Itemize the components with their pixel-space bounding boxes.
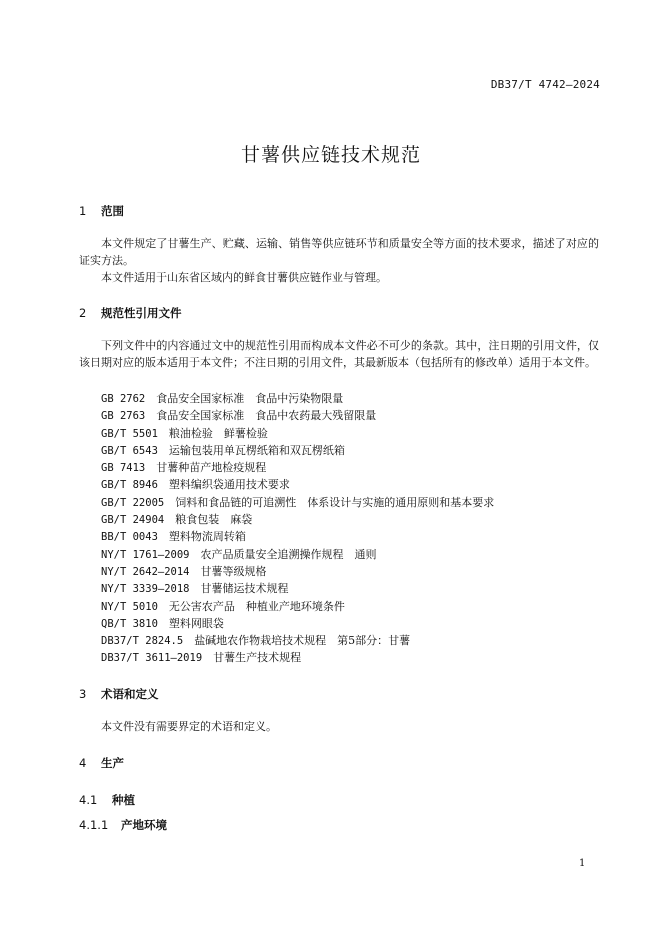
reference-code: GB 7413 (101, 462, 146, 475)
reference-list (101, 390, 494, 667)
section-heading-planting (79, 792, 135, 808)
section-title: 生产 (101, 756, 124, 770)
reference-item (101, 649, 494, 666)
reference-item (101, 407, 494, 424)
reference-item (101, 528, 494, 545)
section-title: 规范性引用文件 (101, 306, 182, 320)
reference-item (101, 546, 494, 563)
section-heading-normative-references (79, 305, 182, 321)
reference-title: 塑料编织袋通用技术要求 (168, 478, 290, 492)
reference-item (101, 425, 494, 442)
section-heading-production-environment (79, 817, 167, 833)
reference-code: GB 2762 (101, 393, 146, 405)
reference-title: 甘薯储运技术规程 (200, 582, 289, 596)
reference-item (101, 390, 494, 407)
reference-code: GB/T 24904 (101, 514, 165, 527)
reference-code: GB 2763 (101, 410, 146, 423)
reference-title: 食品安全国家标准 食品中农药最大残留限量 (156, 409, 377, 423)
paragraph-scope-1: 本文件规定了甘薯生产、贮藏、运输、销售等供应链环节和质量安全等方面的技术要求，描述了对应的证实方法。 (79, 237, 599, 267)
reference-code: GB/T 8946 (101, 479, 158, 492)
paragraph-references-intro: 下列文件中的内容通过文中的规范性引用而构成本文件必不可少的条款。其中，注日期的引用文件，仅该日期对应的版本适用于本文件；不注日期的引用文件，其最新版本（包括所有的修改单）适用于本文件。 (79, 339, 599, 369)
section-number: 2 (79, 306, 87, 320)
reference-item (101, 632, 494, 649)
section-number: 4.1 (79, 793, 98, 807)
reference-code: NY/T 5010 (101, 600, 158, 613)
section-heading-terms (79, 686, 159, 702)
reference-title: 盐碱地农作物栽培技术规程 第5部分：甘薯 (194, 634, 411, 648)
reference-title: 塑料物流周转箱 (168, 530, 246, 544)
reference-code: GB/T 6543 (101, 444, 158, 457)
reference-title: 粮食包装 麻袋 (175, 513, 253, 527)
section-heading-scope (79, 203, 124, 219)
paragraph-terms: 本文件没有需要界定的术语和定义。 (101, 720, 277, 733)
section-title: 种植 (112, 793, 135, 807)
reference-item (101, 563, 494, 580)
reference-code: DB37/T 3611—2019 (101, 652, 203, 665)
document-title: 甘薯供应链技术规范 (240, 144, 421, 166)
paragraph-scope-2: 本文件适用于山东省区域内的鲜食甘薯供应链作业与管理。 (101, 271, 387, 284)
reference-item (101, 459, 494, 476)
section-title: 术语和定义 (101, 687, 159, 701)
reference-code: GB/T 22005 (101, 496, 165, 509)
reference-code: BB/T 0043 (101, 531, 158, 544)
reference-code: NY/T 3339—2018 (101, 583, 190, 596)
reference-item (101, 598, 494, 615)
section-title: 产地环境 (121, 818, 167, 832)
reference-title: 农产品质量安全追溯操作规程 通则 (200, 547, 377, 561)
section-heading-production (79, 755, 124, 771)
reference-title: 粮油检验 鲜薯检验 (168, 426, 268, 440)
reference-item (101, 615, 494, 632)
section-number: 1 (79, 204, 87, 218)
section-title: 范围 (101, 204, 124, 218)
section-number: 4.1.1 (79, 818, 109, 832)
reference-title: 运输包装用单瓦楞纸箱和双瓦楞纸箱 (168, 443, 345, 457)
reference-code: NY/T 2642—2014 (101, 565, 190, 578)
section-number: 3 (79, 687, 87, 701)
reference-item (101, 511, 494, 528)
reference-code: NY/T 1761—2009 (101, 548, 190, 561)
section-number: 4 (79, 756, 87, 770)
page-number: 1 (579, 858, 586, 869)
reference-item (101, 494, 494, 511)
reference-code: DB37/T 2824.5 (101, 635, 184, 648)
reference-code: GB/T 5501 (101, 427, 158, 440)
document-code: DB37/T 4742—2024 (490, 78, 600, 91)
reference-title: 甘薯等级规格 (200, 564, 267, 578)
reference-item (101, 476, 494, 493)
reference-title: 食品安全国家标准 食品中污染物限量 (156, 392, 344, 405)
reference-title: 无公害农产品 种植业产地环境条件 (168, 599, 345, 613)
reference-title: 甘薯种苗产地检疫规程 (156, 461, 267, 475)
reference-item (101, 442, 494, 459)
reference-title: 甘薯生产技术规程 (213, 651, 302, 665)
reference-item (101, 580, 494, 597)
reference-title: 饲料和食品链的可追溯性 体系设计与实施的通用原则和基本要求 (175, 495, 495, 509)
reference-title: 塑料网眼袋 (168, 616, 224, 630)
reference-code: QB/T 3810 (101, 617, 158, 630)
